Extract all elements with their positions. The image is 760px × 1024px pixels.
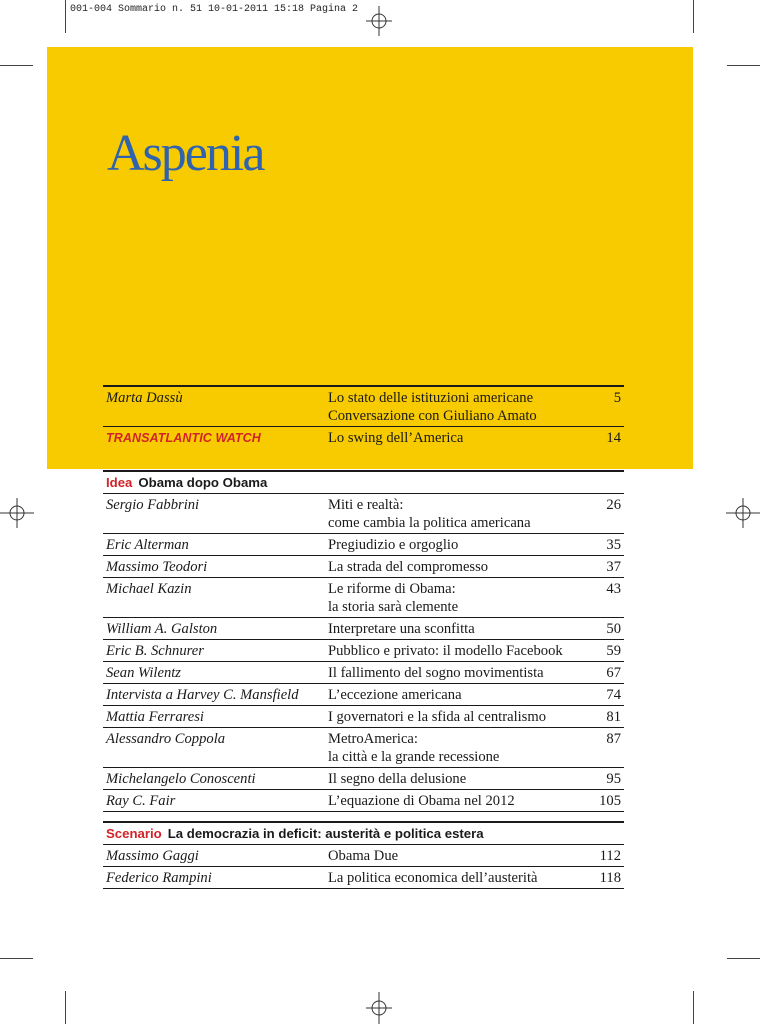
toc-row bbox=[103, 494, 624, 533]
crop-mark bbox=[65, 0, 66, 33]
toc-article-line: Pregiudizio e orgoglio bbox=[328, 537, 459, 553]
toc-author: Michael Kazin bbox=[106, 581, 192, 597]
toc-row bbox=[103, 790, 624, 811]
toc-row bbox=[103, 728, 624, 767]
toc-article bbox=[328, 389, 581, 425]
toc-article bbox=[328, 536, 581, 554]
crop-mark bbox=[65, 991, 66, 1024]
toc-author: Sean Wilentz bbox=[106, 665, 181, 681]
toc-row bbox=[103, 867, 624, 888]
toc-article bbox=[328, 686, 581, 704]
registration-mark-icon bbox=[0, 498, 34, 528]
toc-author: Mattia Ferraresi bbox=[106, 709, 204, 725]
toc-row bbox=[103, 684, 624, 705]
toc-article bbox=[328, 708, 581, 726]
toc-article-line: I governatori e la sfida al centralismo bbox=[328, 709, 547, 725]
toc-article-line: la storia sarà clemente bbox=[328, 599, 459, 615]
section-keyword: Idea bbox=[106, 475, 133, 490]
toc-row bbox=[103, 556, 624, 577]
toc-author: Eric Alterman bbox=[106, 537, 189, 553]
toc-page: 43 bbox=[606, 581, 621, 597]
toc-article-line: Lo stato delle istituzioni americane bbox=[328, 390, 534, 406]
toc-article-line: Miti e realtà: bbox=[328, 497, 404, 513]
divider bbox=[103, 888, 624, 889]
toc-article bbox=[328, 580, 581, 616]
toc-author: Massimo Gaggi bbox=[106, 848, 199, 864]
toc-row bbox=[103, 845, 624, 866]
toc-page: 74 bbox=[606, 687, 621, 703]
toc-top bbox=[103, 385, 624, 448]
toc-row bbox=[103, 640, 624, 661]
crop-mark bbox=[693, 0, 694, 33]
toc-author: Federico Rampini bbox=[106, 870, 212, 886]
toc-article bbox=[328, 558, 581, 576]
registration-mark-icon bbox=[366, 6, 392, 36]
crop-mark bbox=[727, 65, 760, 66]
toc-article bbox=[328, 869, 581, 887]
toc-page: 67 bbox=[606, 665, 621, 681]
toc-author: Massimo Teodori bbox=[106, 559, 208, 575]
toc-page: 26 bbox=[606, 497, 621, 513]
section-subtitle: Obama dopo Obama bbox=[138, 475, 268, 490]
toc-author: Eric B. Schnurer bbox=[106, 643, 204, 659]
toc-page: 5 bbox=[613, 390, 621, 406]
crop-mark bbox=[0, 65, 33, 66]
toc-article-line: L’equazione di Obama nel 2012 bbox=[328, 793, 515, 809]
toc-author: Intervista a Harvey C. Mansfield bbox=[106, 687, 299, 703]
toc-page: 118 bbox=[599, 870, 621, 886]
toc-row bbox=[103, 578, 624, 617]
toc-page: 87 bbox=[606, 731, 621, 747]
registration-mark-icon bbox=[726, 498, 760, 528]
toc-article bbox=[328, 496, 581, 532]
section-subtitle: La democrazia in deficit: austerità e politica estera bbox=[167, 826, 484, 841]
toc-article bbox=[328, 642, 581, 660]
toc-article bbox=[328, 792, 581, 810]
toc-author: Ray C. Fair bbox=[106, 793, 176, 809]
toc-author: William A. Galston bbox=[106, 621, 218, 637]
toc-page: 112 bbox=[599, 848, 621, 864]
toc-page: 95 bbox=[606, 771, 621, 787]
toc-row bbox=[103, 662, 624, 683]
toc-article-line: Obama Due bbox=[328, 848, 399, 864]
toc-article-line: Interpretare una sconfitta bbox=[328, 621, 475, 637]
toc-author: Michelangelo Conoscenti bbox=[106, 771, 256, 787]
transatlantic-watch-label: TRANSATLANTIC WATCH bbox=[106, 431, 261, 445]
toc-article bbox=[328, 664, 581, 682]
toc-article-line: La strada del compromesso bbox=[328, 559, 489, 575]
toc-article-line: Le riforme di Obama: bbox=[328, 581, 456, 597]
divider bbox=[103, 811, 624, 812]
toc-article bbox=[328, 620, 581, 638]
toc-article-line: Lo swing dell’America bbox=[328, 430, 464, 446]
toc-page: 35 bbox=[606, 537, 621, 553]
toc-article-line: MetroAmerica: bbox=[328, 731, 418, 747]
toc-article bbox=[328, 429, 581, 447]
section-heading bbox=[103, 823, 624, 844]
registration-mark-icon bbox=[366, 992, 392, 1024]
toc-page: 14 bbox=[606, 430, 621, 446]
toc-row bbox=[103, 706, 624, 727]
toc-page: 37 bbox=[606, 559, 621, 575]
toc-author: Marta Dassù bbox=[106, 390, 183, 406]
section-keyword: Scenario bbox=[106, 826, 162, 841]
toc-article-line: la città e la grande recessione bbox=[328, 749, 500, 765]
toc-section-scenario bbox=[103, 821, 624, 889]
crop-mark bbox=[727, 958, 760, 959]
toc-section-idea bbox=[103, 470, 624, 812]
toc-article-line: Il fallimento del sogno movimentista bbox=[328, 665, 544, 681]
crop-mark bbox=[693, 991, 694, 1024]
section-heading bbox=[103, 472, 624, 493]
toc-article-line: L’eccezione americana bbox=[328, 687, 462, 703]
toc-article-line: Conversazione con Giuliano Amato bbox=[328, 408, 537, 424]
toc-article bbox=[328, 730, 581, 766]
toc-row bbox=[103, 427, 624, 448]
toc-row bbox=[103, 768, 624, 789]
crop-mark bbox=[0, 958, 33, 959]
journal-title: Aspenia bbox=[107, 125, 264, 182]
print-slug: 001-004 Sommario n. 51 10-01-2011 15:18 Pagina 2 bbox=[70, 4, 359, 15]
toc-article-line: Il segno della delusione bbox=[328, 771, 467, 787]
toc-row bbox=[103, 534, 624, 555]
toc-article-line: Pubblico e privato: il modello Facebook bbox=[328, 643, 563, 659]
toc-author: Sergio Fabbrini bbox=[106, 497, 200, 513]
toc-page: 105 bbox=[599, 793, 621, 809]
toc-article bbox=[328, 847, 581, 865]
toc-page: 81 bbox=[606, 709, 621, 725]
toc-author: Alessandro Coppola bbox=[106, 731, 226, 747]
toc-article-line: La politica economica dell’austerità bbox=[328, 870, 538, 886]
toc-row bbox=[103, 387, 624, 426]
toc-page: 50 bbox=[606, 621, 621, 637]
toc-article bbox=[328, 770, 581, 788]
toc-page: 59 bbox=[606, 643, 621, 659]
toc-row bbox=[103, 618, 624, 639]
toc-article-line: come cambia la politica americana bbox=[328, 515, 531, 531]
